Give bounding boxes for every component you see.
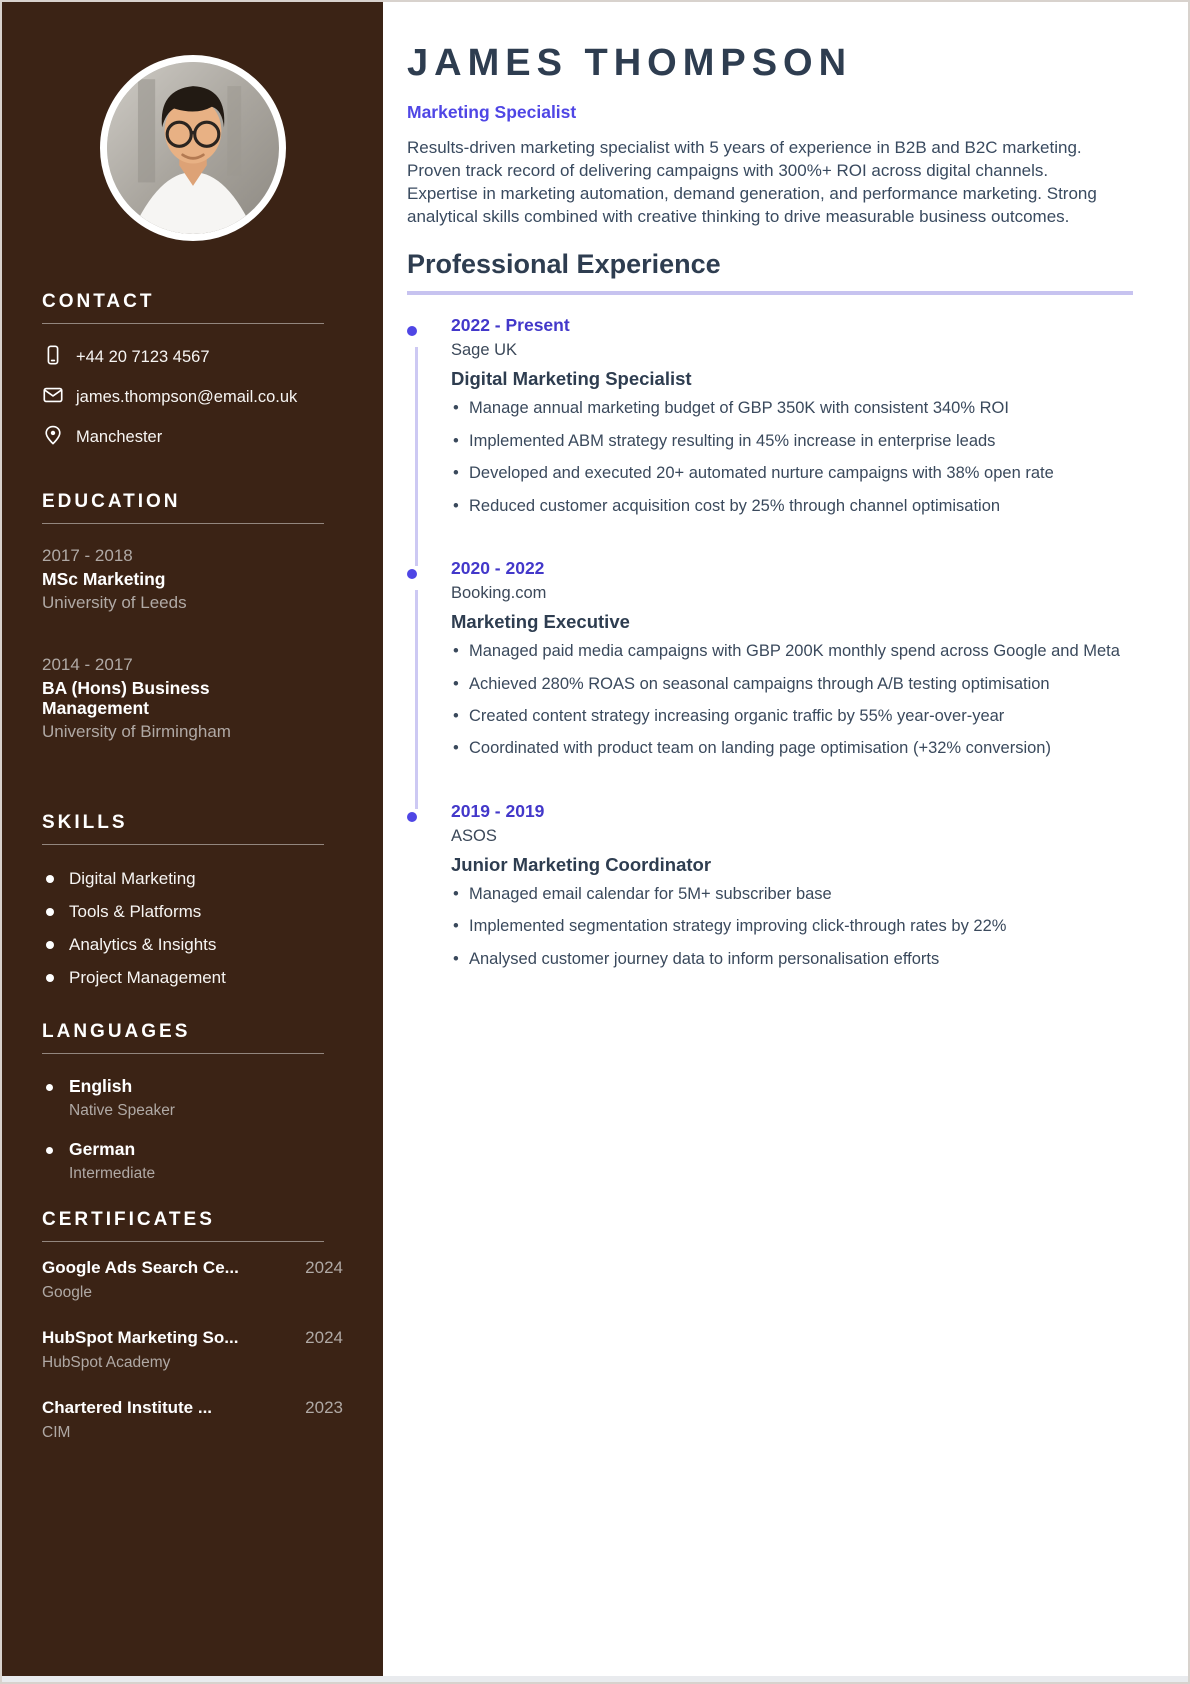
certificate-year: 2024: [305, 1257, 343, 1277]
experience-bullet: • Managed paid media campaigns with GBP 200K monthly spend across Google and Meta: [451, 640, 1133, 663]
sidebar: [2, 2, 383, 1682]
experience-bullet: • Implemented ABM strategy resulting in 45% increase in enterprise leads: [451, 430, 1133, 453]
skill-item: Tools & Platforms: [42, 902, 343, 922]
education-item: [42, 546, 343, 613]
experience-role: Junior Marketing Coordinator: [451, 853, 712, 875]
main-content: [383, 2, 1188, 1682]
language-name: German: [69, 1138, 136, 1159]
language-item: [42, 1139, 343, 1183]
education-section: [42, 491, 343, 742]
experience-bullet: • Managed email calendar for 5M+ subscriber base: [451, 883, 1133, 906]
phone-icon: [42, 344, 64, 371]
timeline-marker-icon: [407, 812, 417, 822]
summary-paragraph: Results-driven marketing specialist with 5 years of experience in B2B and B2C marketing. Proven track record of delivering campaigns with 300%+ ROI across digital channels. Expertise in marketing automation, demand generation, and performance marketing. Strong analytical skills combined with creative thinking to drive measurable business outcomes.: [407, 138, 1097, 227]
experience-bullet: • Implemented segmentation strategy improving click-through rates by 22%: [451, 915, 1133, 938]
experience-bullet: • Achieved 280% ROAS on seasonal campaigns through A/B testing optimisation: [451, 673, 1133, 696]
experience-company: ASOS: [451, 826, 497, 845]
experience-role: Marketing Executive: [451, 611, 630, 633]
experience-entry: [407, 558, 1133, 761]
language-name: English: [69, 1075, 133, 1096]
profile-photo: [100, 55, 286, 241]
contact-email: [42, 384, 343, 411]
certificates-section: [42, 1209, 343, 1442]
experience-bullet: • Coordinated with product team on landing page optimisation (+32% conversion): [451, 737, 1133, 760]
experience-bullet: • Manage annual marketing budget of GBP 350K with consistent 340% ROI: [451, 397, 1133, 420]
skills-section-title: SKILLS: [42, 812, 324, 845]
certificate-item: [42, 1398, 343, 1442]
education-period: 2017 - 2018: [42, 546, 133, 565]
certificate-item: [42, 1258, 343, 1302]
skills-section: [42, 812, 343, 988]
certificate-year: 2024: [305, 1327, 343, 1347]
education-degree: BA (Hons) Business Management: [42, 677, 210, 719]
contact-phone-text: +44 20 7123 4567: [76, 348, 210, 366]
certificate-name: Chartered Institute ...: [42, 1397, 213, 1417]
experience-period: 2022 - Present: [451, 315, 570, 336]
email-icon: [42, 384, 64, 411]
certificates-section-title: CERTIFICATES: [42, 1209, 324, 1242]
language-level: Intermediate: [69, 1164, 156, 1182]
experience-company: Booking.com: [451, 584, 547, 603]
certificate-item: [42, 1328, 343, 1372]
experience-bullet: • Reduced customer acquisition cost by 25% through channel optimisation: [451, 495, 1133, 518]
experience-bullet: • Created content strategy increasing organic traffic by 55% year-over-year: [451, 705, 1133, 728]
candidate-title: Marketing Specialist: [407, 102, 577, 122]
experience-entry: [407, 801, 1133, 971]
language-item: [42, 1076, 343, 1120]
experience-bullet: • Developed and executed 20+ automated nurture campaigns with 38% open rate: [451, 462, 1133, 485]
education-section-title: EDUCATION: [42, 491, 324, 524]
experience-period: 2019 - 2019: [451, 800, 545, 821]
education-item: [42, 655, 343, 742]
certificate-issuer: CIM: [42, 1423, 71, 1441]
location-icon: [42, 424, 64, 451]
certificate-name: HubSpot Marketing So...: [42, 1327, 239, 1347]
certificate-issuer: Google: [42, 1283, 92, 1301]
experience-entry: [407, 315, 1133, 518]
language-level: Native Speaker: [69, 1101, 175, 1119]
candidate-name: JAMES THOMPSON: [407, 42, 853, 84]
contact-location: [42, 424, 343, 451]
experience-period: 2020 - 2022: [451, 558, 545, 579]
certificate-year: 2023: [305, 1397, 343, 1417]
contact-email-text: james.thompson@email.co.uk: [76, 388, 298, 406]
certificate-name: Google Ads Search Ce...: [42, 1257, 239, 1277]
contact-phone: [42, 344, 343, 371]
education-period: 2014 - 2017: [42, 654, 133, 674]
skill-item: Digital Marketing: [42, 869, 343, 889]
languages-section: [42, 1021, 343, 1183]
timeline-marker-icon: [407, 326, 417, 336]
education-degree: MSc Marketing: [42, 569, 166, 589]
profile-photo-illustration: [107, 62, 279, 234]
languages-section-title: LANGUAGES: [42, 1021, 324, 1054]
contact-location-text: Manchester: [76, 428, 163, 446]
contact-section: [42, 291, 343, 451]
experience-section-title: Professional Experience: [407, 249, 1133, 295]
skill-item: Analytics & Insights: [42, 935, 343, 955]
experience-role: Digital Marketing Specialist: [451, 368, 692, 390]
timeline-marker-icon: [407, 569, 417, 579]
experience-timeline: [407, 315, 1133, 971]
skill-item: Project Management: [42, 968, 343, 988]
certificate-issuer: HubSpot Academy: [42, 1353, 171, 1371]
experience-company: Sage UK: [451, 341, 518, 360]
experience-bullet: • Analysed customer journey data to inform personalisation efforts: [451, 948, 1133, 971]
window-bottom-edge: [2, 1676, 1188, 1682]
education-school: University of Birmingham: [42, 721, 231, 741]
contact-section-title: CONTACT: [42, 291, 324, 324]
education-school: University of Leeds: [42, 592, 187, 612]
